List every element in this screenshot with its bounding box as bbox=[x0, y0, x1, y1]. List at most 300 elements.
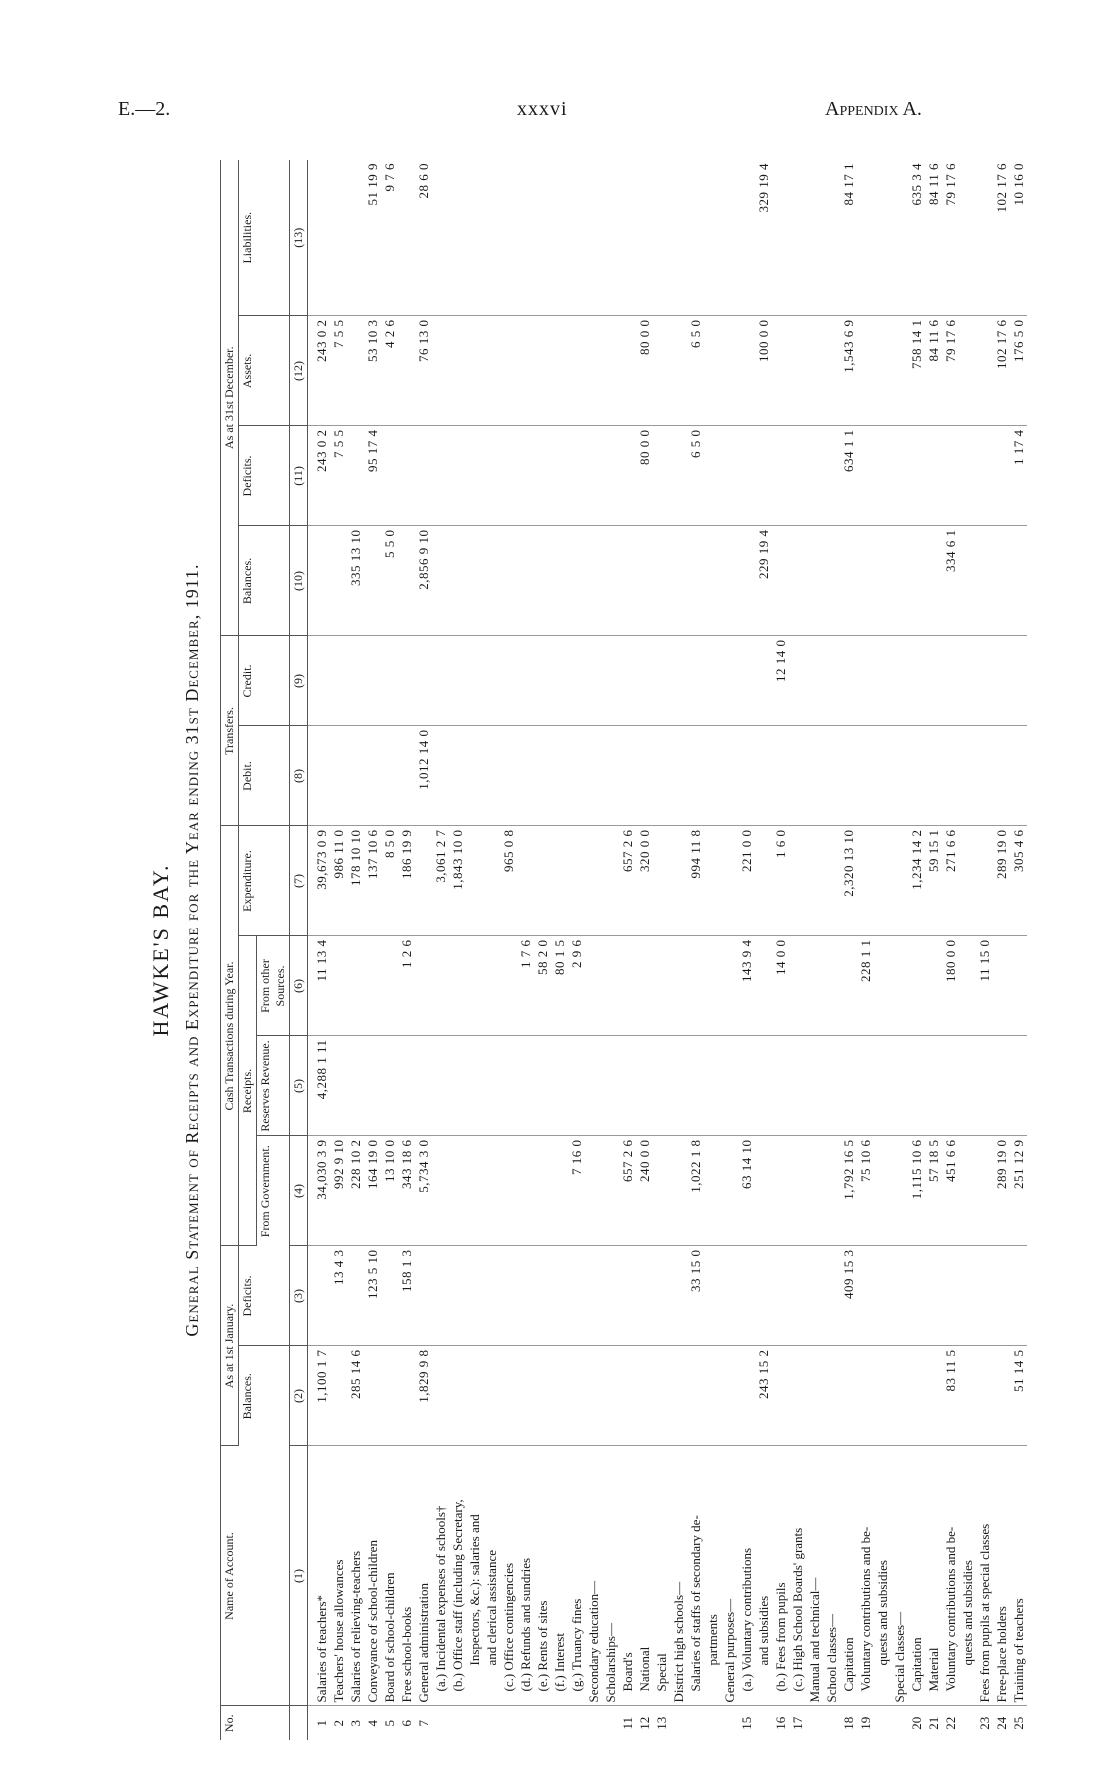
amount-cell: 12 14 0 bbox=[772, 636, 789, 726]
row-number bbox=[755, 1706, 772, 1740]
amount-cell bbox=[500, 526, 517, 636]
row-number: 2 bbox=[331, 1720, 346, 1727]
table-row bbox=[432, 160, 449, 1740]
row-number: 4 bbox=[365, 1720, 380, 1727]
amount-cell bbox=[466, 726, 483, 826]
amount-cell bbox=[857, 1036, 874, 1136]
amount-cell bbox=[738, 1036, 755, 1136]
amount-cell: 2,856 9 10 bbox=[415, 526, 432, 636]
amount-cell bbox=[874, 1246, 891, 1346]
amount-cell bbox=[959, 936, 976, 1036]
row-number bbox=[466, 1706, 483, 1740]
amount-cell bbox=[381, 1346, 398, 1446]
amount-cell bbox=[857, 636, 874, 726]
amount-cell bbox=[636, 726, 653, 826]
amount-cell bbox=[415, 426, 432, 526]
account-name: Inspectors, &c.): salaries and bbox=[466, 1446, 483, 1706]
row-number bbox=[568, 1706, 585, 1740]
amount-cell: 63 14 10 bbox=[738, 1136, 755, 1246]
amount-cell: 51 14 5 bbox=[1010, 1346, 1027, 1446]
amount-cell bbox=[381, 936, 398, 1036]
table-row bbox=[721, 160, 738, 1740]
amount-cell: 334 6 1 bbox=[942, 526, 959, 636]
amount-cell bbox=[602, 160, 619, 316]
amount-cell bbox=[432, 1036, 449, 1136]
amount-cell: 186 19 9 bbox=[398, 826, 415, 936]
amount-cell bbox=[619, 1246, 636, 1346]
account-name: Board of school-children bbox=[381, 1446, 398, 1706]
amount-cell: 123 5 10 bbox=[364, 1246, 381, 1346]
amount-cell bbox=[330, 636, 347, 726]
amount-cell bbox=[789, 826, 806, 936]
amount-cell bbox=[449, 160, 466, 316]
amount-cell bbox=[619, 316, 636, 426]
amount-cell bbox=[364, 936, 381, 1036]
amount-cell bbox=[517, 1246, 534, 1346]
amount-cell: 4 2 6 bbox=[381, 316, 398, 426]
amount-cell bbox=[840, 936, 857, 1036]
amount-cell bbox=[976, 1036, 993, 1136]
amount-cell bbox=[755, 1246, 772, 1346]
account-name: Special bbox=[653, 1446, 670, 1706]
amount-cell bbox=[415, 826, 432, 936]
amount-cell bbox=[347, 936, 364, 1036]
amount-cell bbox=[415, 1246, 432, 1346]
table-row bbox=[551, 160, 568, 1740]
amount-cell bbox=[432, 526, 449, 636]
amount-cell bbox=[585, 936, 602, 1036]
amount-cell bbox=[432, 316, 449, 426]
amount-cell bbox=[364, 526, 381, 636]
amount-cell bbox=[874, 1136, 891, 1246]
amount-cell bbox=[721, 526, 738, 636]
amount-cell bbox=[704, 316, 721, 426]
amount-cell bbox=[857, 826, 874, 936]
amount-cell: 7 16 0 bbox=[568, 1136, 585, 1246]
row-number bbox=[874, 1706, 891, 1740]
amount-cell bbox=[483, 316, 500, 426]
amount-cell bbox=[449, 316, 466, 426]
account-name: Training of teachers bbox=[1010, 1446, 1027, 1706]
col-deficits-jan: Deficits. bbox=[239, 1246, 290, 1346]
amount-cell bbox=[483, 1346, 500, 1446]
table-body bbox=[308, 160, 1028, 1740]
table-row bbox=[942, 160, 959, 1740]
amount-cell bbox=[398, 316, 415, 426]
amount-cell: 83 11 5 bbox=[942, 1346, 959, 1446]
amount-cell bbox=[908, 1036, 925, 1136]
amount-cell bbox=[500, 1036, 517, 1136]
col-number-label: (2) bbox=[290, 1346, 308, 1446]
account-name: (a.) Voluntary contributions bbox=[738, 1446, 755, 1706]
table-row bbox=[330, 160, 347, 1740]
amount-cell bbox=[483, 1036, 500, 1136]
amount-cell bbox=[891, 1246, 908, 1346]
amount-cell bbox=[483, 160, 500, 316]
amount-cell: 1,843 10 0 bbox=[449, 826, 466, 936]
table-header bbox=[221, 160, 308, 1740]
amount-cell bbox=[398, 526, 415, 636]
amount-cell: 84 11 6 bbox=[925, 316, 942, 426]
amount-cell bbox=[959, 316, 976, 426]
amount-cell bbox=[653, 936, 670, 1036]
amount-cell bbox=[551, 1036, 568, 1136]
table-row bbox=[993, 160, 1010, 1740]
amount-cell bbox=[432, 160, 449, 316]
row-number: 18 bbox=[841, 1716, 856, 1730]
amount-cell bbox=[636, 1036, 653, 1136]
table-row bbox=[806, 160, 823, 1740]
amount-cell bbox=[364, 1036, 381, 1136]
amount-cell bbox=[466, 526, 483, 636]
amount-cell bbox=[942, 1036, 959, 1136]
account-name: Capitation bbox=[908, 1446, 925, 1706]
amount-cell bbox=[1010, 636, 1027, 726]
row-number bbox=[517, 1706, 534, 1740]
amount-cell bbox=[976, 160, 993, 316]
amount-cell bbox=[602, 1036, 619, 1136]
amount-cell bbox=[653, 160, 670, 316]
amount-cell: 320 0 0 bbox=[636, 826, 653, 936]
account-name: Scholarships— bbox=[602, 1446, 619, 1706]
amount-cell: 2,320 13 10 bbox=[840, 826, 857, 936]
amount-cell bbox=[449, 726, 466, 826]
amount-cell bbox=[517, 826, 534, 936]
amount-cell bbox=[704, 1136, 721, 1246]
amount-cell bbox=[466, 1036, 483, 1136]
amount-cell bbox=[908, 1346, 925, 1446]
amount-cell bbox=[466, 426, 483, 526]
group-receipts: Receipts. bbox=[239, 936, 257, 1246]
amount-cell bbox=[466, 160, 483, 316]
amount-cell bbox=[619, 936, 636, 1036]
amount-cell bbox=[670, 1136, 687, 1246]
row-number: 25 bbox=[1011, 1716, 1026, 1730]
amount-cell bbox=[636, 526, 653, 636]
amount-cell bbox=[721, 426, 738, 526]
account-name: Teachers' house allowances bbox=[330, 1446, 347, 1706]
amount-cell bbox=[806, 726, 823, 826]
amount-cell: 1,792 16 5 bbox=[840, 1136, 857, 1246]
amount-cell bbox=[517, 1346, 534, 1446]
row-number: 5 bbox=[382, 1720, 397, 1727]
amount-cell bbox=[823, 726, 840, 826]
header-page-number: xxxvi bbox=[517, 98, 568, 120]
row-number: 12 bbox=[637, 1716, 652, 1730]
amount-cell bbox=[738, 160, 755, 316]
amount-cell: 80 0 0 bbox=[636, 426, 653, 526]
amount-cell: 34,030 3 9 bbox=[308, 1136, 331, 1246]
amount-cell: 158 1 3 bbox=[398, 1246, 415, 1346]
amount-cell: 2 9 6 bbox=[568, 936, 585, 1036]
amount-cell bbox=[874, 1346, 891, 1446]
amount-cell: 5,734 3 0 bbox=[415, 1136, 432, 1246]
amount-cell bbox=[925, 1036, 942, 1136]
table-row bbox=[687, 160, 704, 1740]
account-name: District high schools— bbox=[670, 1446, 687, 1706]
table-row bbox=[568, 160, 585, 1740]
col-debit: Debit. bbox=[239, 726, 290, 826]
amount-cell: 176 5 0 bbox=[1010, 316, 1027, 426]
table-row bbox=[517, 160, 534, 1740]
amount-cell bbox=[347, 636, 364, 726]
amount-cell: 137 10 6 bbox=[364, 826, 381, 936]
amount-cell bbox=[959, 1036, 976, 1136]
amount-cell: 409 15 3 bbox=[840, 1246, 857, 1346]
amount-cell bbox=[330, 726, 347, 826]
amount-cell bbox=[687, 936, 704, 1036]
amount-cell: 3,061 2 7 bbox=[432, 826, 449, 936]
amount-cell bbox=[432, 1246, 449, 1346]
amount-cell bbox=[517, 726, 534, 826]
row-number bbox=[959, 1706, 976, 1740]
page-title: HAWKE'S BAY. bbox=[148, 863, 173, 1037]
account-name: Free-place holders bbox=[993, 1446, 1010, 1706]
amount-cell bbox=[483, 826, 500, 936]
amount-cell bbox=[874, 826, 891, 936]
account-name: Capitation bbox=[840, 1446, 857, 1706]
amount-cell bbox=[721, 636, 738, 726]
amount-cell bbox=[857, 726, 874, 826]
amount-cell bbox=[602, 316, 619, 426]
amount-cell bbox=[415, 1036, 432, 1136]
amount-cell bbox=[381, 1246, 398, 1346]
amount-cell bbox=[1010, 526, 1027, 636]
amount-cell bbox=[823, 1346, 840, 1446]
amount-cell bbox=[653, 726, 670, 826]
group-31st-december: As at 31st December. bbox=[221, 160, 239, 636]
amount-cell bbox=[636, 636, 653, 726]
amount-cell bbox=[398, 426, 415, 526]
col-liabilities: Liabilities. bbox=[239, 160, 290, 316]
amount-cell: 289 19 0 bbox=[993, 826, 1010, 936]
amount-cell bbox=[806, 1036, 823, 1136]
table-row bbox=[823, 160, 840, 1740]
table-row bbox=[670, 160, 687, 1740]
amount-cell bbox=[976, 1346, 993, 1446]
amount-cell bbox=[585, 316, 602, 426]
col-credit: Credit. bbox=[239, 636, 290, 726]
amount-cell bbox=[806, 826, 823, 936]
amount-cell bbox=[823, 936, 840, 1036]
amount-cell bbox=[398, 1036, 415, 1136]
table-row bbox=[534, 160, 551, 1740]
table-row bbox=[925, 160, 942, 1740]
col-number-label: (11) bbox=[290, 426, 308, 526]
row-number: 11 bbox=[620, 1716, 635, 1730]
amount-cell bbox=[602, 636, 619, 726]
amount-cell bbox=[466, 1346, 483, 1446]
amount-cell bbox=[483, 726, 500, 826]
amount-cell: 1,115 10 6 bbox=[908, 1136, 925, 1246]
row-number bbox=[449, 1706, 466, 1740]
amount-cell: 758 14 1 bbox=[908, 316, 925, 426]
amount-cell bbox=[993, 426, 1010, 526]
amount-cell bbox=[857, 1246, 874, 1346]
amount-cell: 79 17 6 bbox=[942, 316, 959, 426]
amount-cell: 76 13 0 bbox=[415, 316, 432, 426]
row-number: 15 bbox=[739, 1716, 754, 1730]
amount-cell bbox=[653, 826, 670, 936]
amount-cell bbox=[670, 1246, 687, 1346]
amount-cell bbox=[308, 1246, 331, 1346]
amount-cell: 80 1 5 bbox=[551, 936, 568, 1036]
header-ref: E.—2. bbox=[118, 98, 171, 120]
amount-cell bbox=[585, 636, 602, 726]
row-number: 13 bbox=[654, 1716, 669, 1730]
account-name: (d.) Refunds and sundries bbox=[517, 1446, 534, 1706]
row-number bbox=[670, 1706, 687, 1740]
account-name: Material bbox=[925, 1446, 942, 1706]
amount-cell bbox=[602, 426, 619, 526]
amount-cell bbox=[483, 1136, 500, 1246]
col-from-other-sources: From other Sources. bbox=[257, 936, 290, 1036]
amount-cell bbox=[823, 1036, 840, 1136]
amount-cell bbox=[398, 160, 415, 316]
amount-cell bbox=[874, 316, 891, 426]
amount-cell: 229 19 4 bbox=[755, 526, 772, 636]
amount-cell bbox=[738, 316, 755, 426]
amount-cell bbox=[959, 636, 976, 726]
amount-cell bbox=[483, 636, 500, 726]
amount-cell bbox=[891, 1136, 908, 1246]
account-name: and clerical assistance bbox=[483, 1446, 500, 1706]
row-number bbox=[432, 1706, 449, 1740]
amount-cell bbox=[670, 316, 687, 426]
amount-cell bbox=[755, 636, 772, 726]
amount-cell bbox=[908, 426, 925, 526]
account-name: (b.) Office staff (including Secretary, bbox=[449, 1446, 466, 1706]
amount-cell bbox=[874, 726, 891, 826]
row-number bbox=[823, 1706, 840, 1740]
amount-cell bbox=[432, 1346, 449, 1446]
amount-cell bbox=[840, 726, 857, 826]
amount-cell bbox=[534, 1136, 551, 1246]
amount-cell bbox=[721, 726, 738, 826]
amount-cell bbox=[534, 526, 551, 636]
amount-cell bbox=[891, 726, 908, 826]
amount-cell bbox=[993, 726, 1010, 826]
amount-cell bbox=[891, 1036, 908, 1136]
amount-cell bbox=[806, 526, 823, 636]
amount-cell: 178 10 10 bbox=[347, 826, 364, 936]
amount-cell bbox=[364, 1346, 381, 1446]
amount-cell bbox=[704, 726, 721, 826]
amount-cell bbox=[789, 1136, 806, 1246]
amount-cell bbox=[806, 1246, 823, 1346]
amount-cell bbox=[687, 160, 704, 316]
amount-cell bbox=[653, 526, 670, 636]
amount-cell bbox=[585, 160, 602, 316]
amount-cell bbox=[772, 1136, 789, 1246]
amount-cell bbox=[619, 1346, 636, 1446]
amount-cell bbox=[738, 636, 755, 726]
table-row bbox=[976, 160, 993, 1740]
amount-cell bbox=[466, 1136, 483, 1246]
table-row bbox=[874, 160, 891, 1740]
col-reserves-revenue: Reserves Revenue. bbox=[257, 1036, 290, 1136]
amount-cell bbox=[704, 1246, 721, 1346]
amount-cell bbox=[806, 426, 823, 526]
amount-cell bbox=[789, 426, 806, 526]
amount-cell bbox=[1010, 1036, 1027, 1136]
account-name: Voluntary contributions and be- bbox=[942, 1446, 959, 1706]
amount-cell bbox=[551, 526, 568, 636]
amount-cell bbox=[721, 826, 738, 936]
account-name: partments bbox=[704, 1446, 721, 1706]
amount-cell bbox=[568, 1346, 585, 1446]
amount-cell bbox=[483, 936, 500, 1036]
amount-cell bbox=[308, 526, 331, 636]
amount-cell bbox=[993, 636, 1010, 726]
amount-cell bbox=[653, 1036, 670, 1136]
amount-cell: 635 3 4 bbox=[908, 160, 925, 316]
amount-cell bbox=[755, 726, 772, 826]
amount-cell bbox=[738, 526, 755, 636]
amount-cell bbox=[789, 160, 806, 316]
amount-cell bbox=[755, 826, 772, 936]
amount-cell bbox=[551, 826, 568, 936]
amount-cell: 164 19 0 bbox=[364, 1136, 381, 1246]
account-name: (g.) Truancy fines bbox=[568, 1446, 585, 1706]
amount-cell bbox=[534, 426, 551, 526]
amount-cell bbox=[500, 1136, 517, 1246]
amount-cell bbox=[789, 1246, 806, 1346]
amount-cell: 95 17 4 bbox=[364, 426, 381, 526]
row-number: 23 bbox=[977, 1716, 992, 1730]
amount-cell bbox=[687, 1346, 704, 1446]
amount-cell: 285 14 6 bbox=[347, 1346, 364, 1446]
amount-cell bbox=[806, 316, 823, 426]
amount-cell bbox=[653, 316, 670, 426]
amount-cell bbox=[806, 1346, 823, 1446]
amount-cell bbox=[721, 1136, 738, 1246]
amount-cell bbox=[568, 160, 585, 316]
amount-cell bbox=[670, 826, 687, 936]
table-row bbox=[857, 160, 874, 1740]
amount-cell bbox=[857, 1346, 874, 1446]
group-transfers: Transfers. bbox=[221, 636, 239, 826]
col-number-label: (5) bbox=[290, 1036, 308, 1136]
col-number-label: (4) bbox=[290, 1136, 308, 1246]
account-name: Salaries of relieving-teachers bbox=[347, 1446, 364, 1706]
amount-cell bbox=[534, 1036, 551, 1136]
account-name: Board's bbox=[619, 1446, 636, 1706]
amount-cell bbox=[636, 936, 653, 1036]
amount-cell bbox=[534, 726, 551, 826]
amount-cell bbox=[466, 826, 483, 936]
table-row bbox=[398, 160, 415, 1740]
amount-cell bbox=[840, 1346, 857, 1446]
amount-cell bbox=[738, 1346, 755, 1446]
amount-cell: 79 17 6 bbox=[942, 160, 959, 316]
amount-cell bbox=[704, 426, 721, 526]
amount-cell bbox=[500, 160, 517, 316]
amount-cell bbox=[398, 726, 415, 826]
amount-cell bbox=[432, 426, 449, 526]
amount-cell bbox=[568, 726, 585, 826]
amount-cell: 11 13 4 bbox=[308, 936, 331, 1036]
amount-cell: 1 2 6 bbox=[398, 936, 415, 1036]
amount-cell: 1,012 14 0 bbox=[415, 726, 432, 826]
header-appendix: Appendix A. bbox=[825, 98, 922, 120]
amount-cell: 28 6 0 bbox=[415, 160, 432, 316]
account-name: Salaries of teachers* bbox=[308, 1446, 331, 1706]
amount-cell bbox=[772, 526, 789, 636]
amount-cell bbox=[925, 1346, 942, 1446]
amount-cell bbox=[568, 826, 585, 936]
row-number: 7 bbox=[416, 1720, 431, 1727]
